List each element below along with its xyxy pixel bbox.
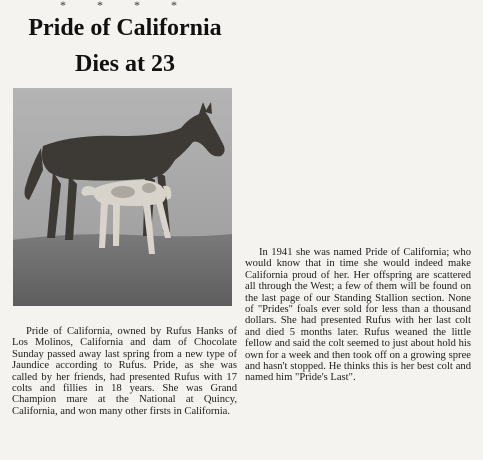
article-right-column [245, 247, 471, 384]
headline-line-1: Pride of California [28, 15, 222, 41]
photo-ground [13, 234, 232, 306]
article-left-column [12, 326, 237, 417]
article-paragraph-2: In 1941 she was named Pride of California; who would know that in time she would indeed make California proud of her. Her offspring are scattered all through the West; a few of them will be found on the last page of our Standing Stallion section. None of "Prides" foals ever sold for less than a thousand dollars. She had presented Rufus with her last colt and died 5 months later. Rufus weaned the little fellow and said the colt seemed to just about hold his own for a week and then took off on a growing spree and hasn't stopped. He thinks this is her best colt and named him "Pride's Last". [245, 247, 471, 384]
article-paragraph-1: Pride of California, owned by Rufus Hanks of Los Molinos, California and dam of Chocolate Sunday passed away last spring from a new type of Jaundice according to Rufus. Pride, as she was called by her friends, had presented Rufus with 17 colts and fillies in 18 years. She was Grand Champion mare at the National at Quincy, California, and won many other firsts in California. [12, 326, 237, 417]
decorative-stars: * * * * [60, 0, 191, 12]
headline-line-2: Dies at 23 [75, 51, 175, 77]
mare-and-foal-photo [13, 88, 232, 306]
